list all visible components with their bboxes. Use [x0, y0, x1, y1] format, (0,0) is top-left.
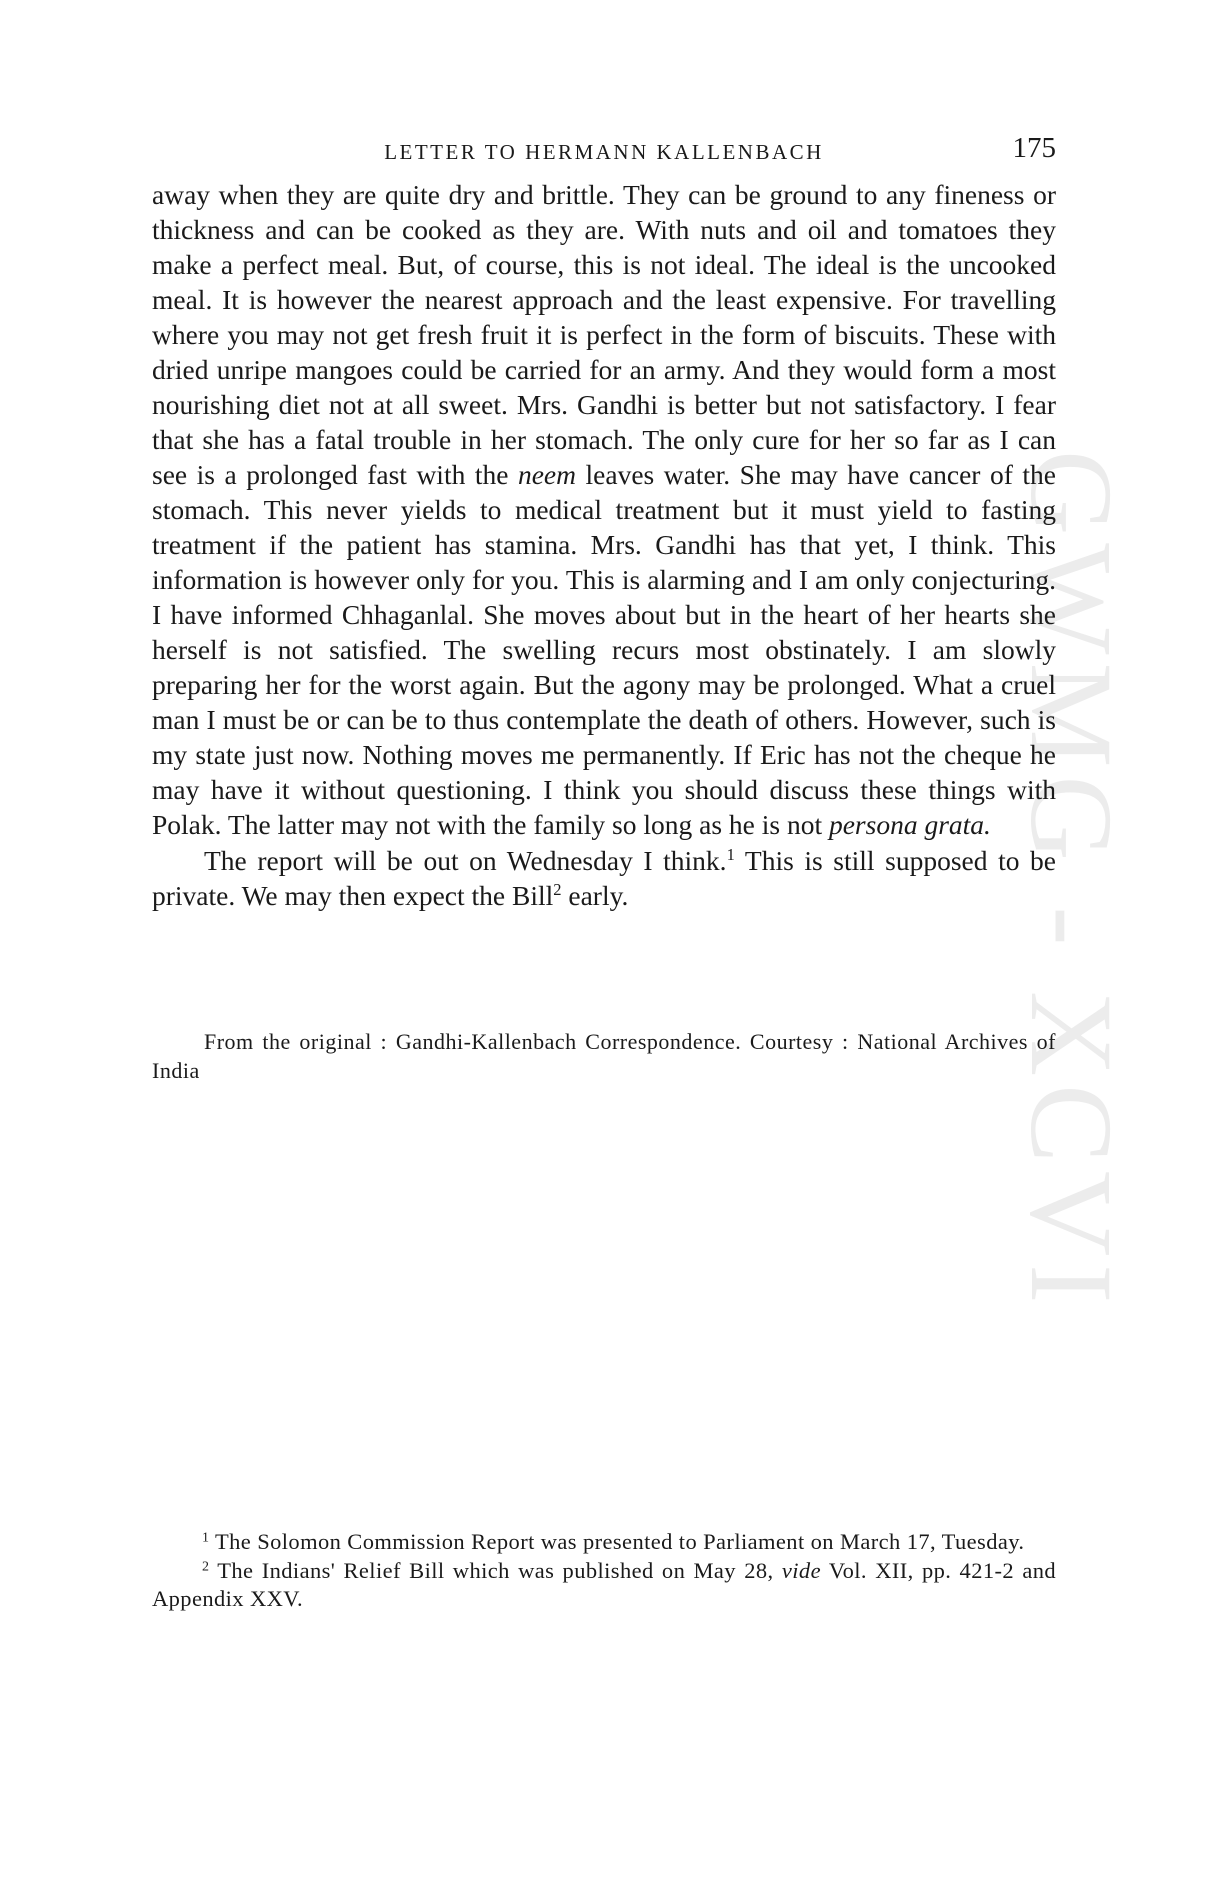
footnote-ref-1: 1 [726, 845, 735, 865]
running-head [152, 132, 1056, 172]
footnote-1 [152, 1528, 1056, 1556]
paragraph-text: early. [568, 880, 629, 911]
italic-term-neem: neem [517, 459, 576, 490]
running-title: LETTER TO HERMANN KALLENBACH [384, 140, 824, 164]
footnote-ref-2: 2 [553, 880, 562, 900]
footnote-text: The Solomon Commission Report was presented to Parliament on March 17, Tuesday. [215, 1529, 1025, 1554]
paragraph-text: away when they are quite dry and brittle. They can be ground to any fineness or thickness and can be cooked as they are. With nuts and oil and tomatoes they make a perfect meal. But, of course, this is not ideal. The ideal is the uncooked meal. It is however the nearest approach and the least expensive. For travelling where you may not get fresh fruit it is perfect in the form of biscuits. These with dried unripe mangoes could be carried for an army. And they would form a most nourishing diet not at all sweet. Mrs. Gandhi is better but not satisfactory. I fear that she has a fatal trouble in her stomach. The only cure for her so far as I can see is a prolonged fast with the [152, 179, 1056, 490]
page-number: 175 [1012, 132, 1056, 164]
footnote-marker: 1 [202, 1530, 210, 1546]
italic-term-persona-grata: persona grata. [828, 809, 991, 840]
letter-body [152, 177, 1056, 913]
footnote-text: The Indians' Relief Bill which was published on May 28, [217, 1558, 774, 1583]
footnote-text: Vol. XII, pp. 421-2 and Appendix XXV. [152, 1558, 1057, 1611]
body-paragraph-1 [152, 177, 1056, 842]
source-note: From the original : Gandhi-Kallenbach Correspondence. Courtesy : National Archives of India [152, 1029, 1056, 1083]
footnote-italic: vide [781, 1558, 821, 1583]
paragraph-text: The report will be out on Wednesday I think. [204, 845, 727, 876]
body-paragraph-2 [152, 843, 1056, 913]
paragraph-text: leaves water. She may have cancer of the stomach. This never yields to medical treatment but it must yield to fasting treatment if the patient has stamina. Mrs. Gandhi has that yet, I think. This information is however only for you. This is alarming and I am only conjecturing. I have informed Chhaganlal. She moves about but in the heart of her hearts she herself is not satisfied. The swelling recurs most obstinately. I am slowly preparing her for the worst again. But the agony may be prolonged. What a cruel man I must be or can be to thus contemplate the death of others. However, such is my state just now. Nothing moves me permanently. If Eric has not the cheque he may have it without questioning. I think you should discuss these things with Polak. The latter may not with the family so long as he is not [152, 459, 1056, 840]
footnotes [152, 1528, 1056, 1614]
watermark: GWMG - XCVI [1006, 450, 1137, 1312]
footnote-marker: 2 [202, 1559, 210, 1575]
paragraph-text: This is still supposed to be private. We may then expect the Bill [152, 845, 1056, 911]
footnote-2 [152, 1557, 1056, 1613]
